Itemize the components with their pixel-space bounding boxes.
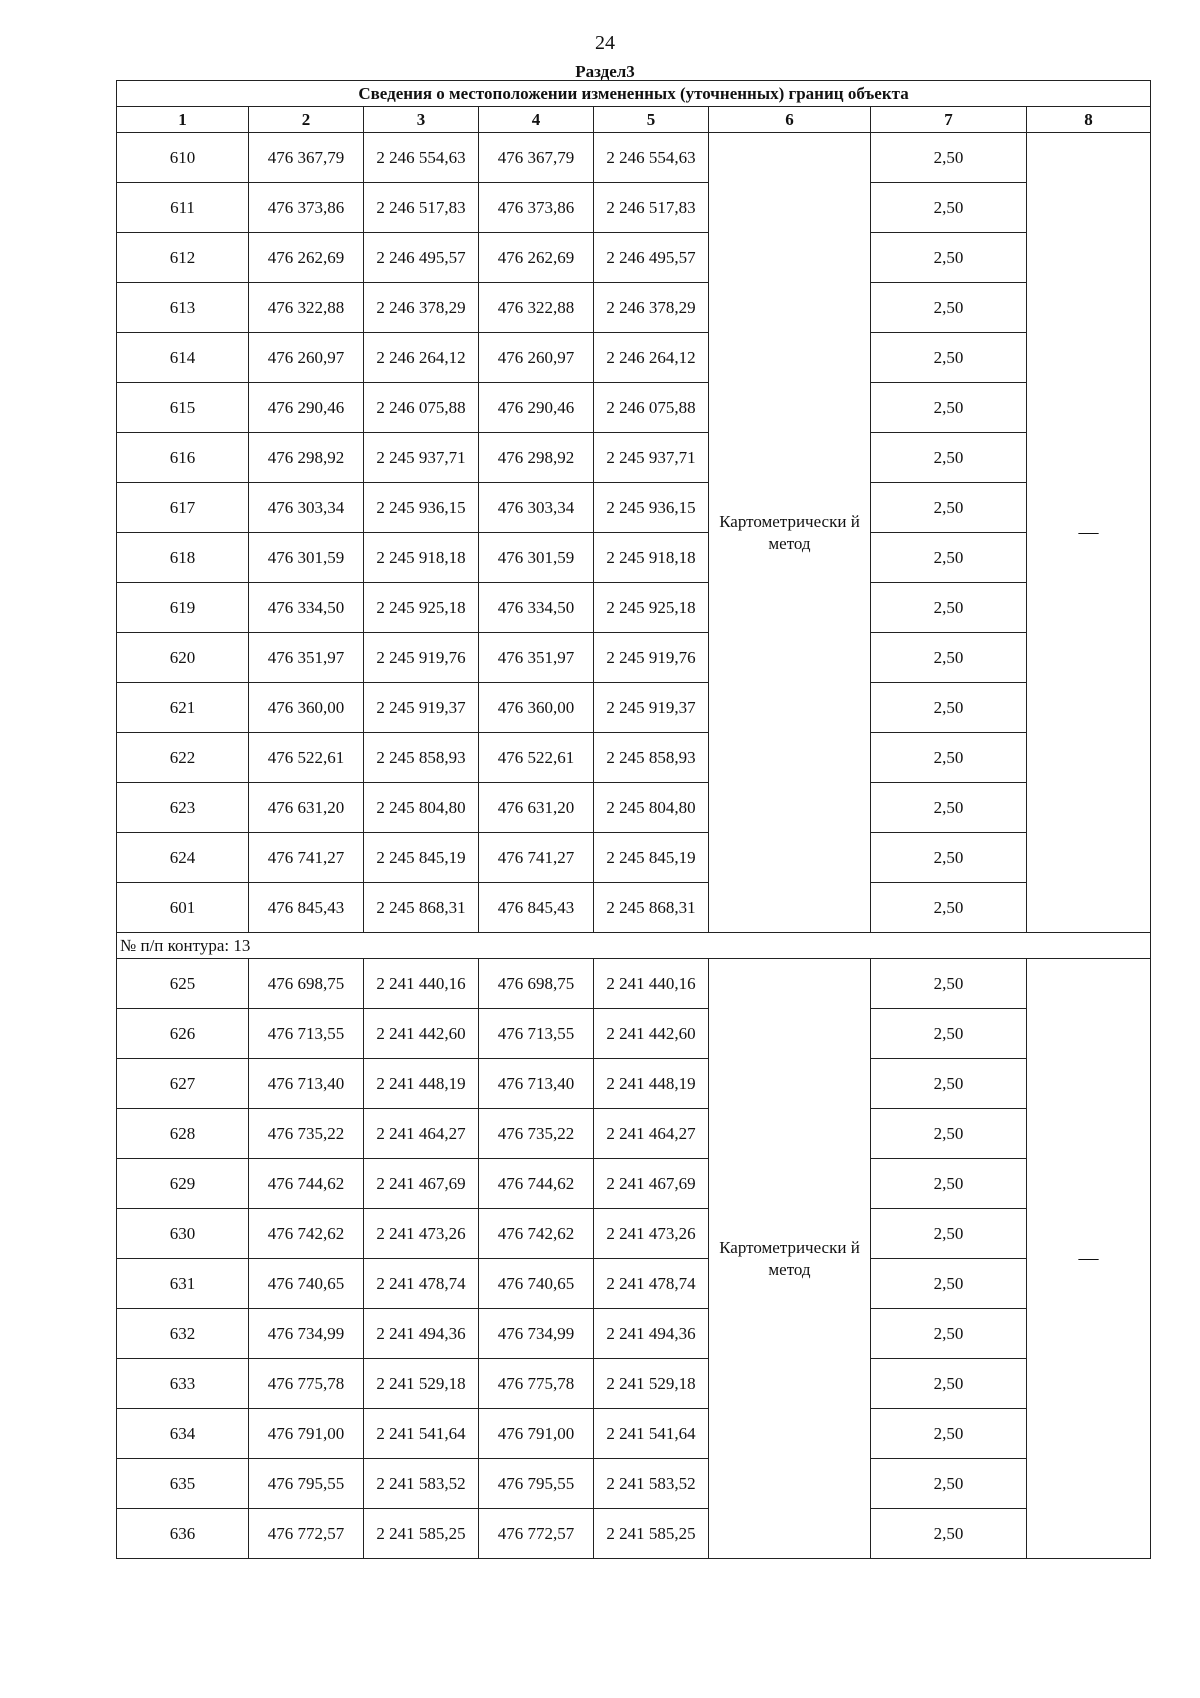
table-row <box>117 383 1151 433</box>
column-number: 2 <box>249 107 364 133</box>
x-old-cell: 476 301,59 <box>249 533 364 583</box>
precision-cell: 2,50 <box>871 883 1027 933</box>
point-number-cell: 634 <box>117 1409 249 1459</box>
x-new-cell: 476 298,92 <box>479 433 594 483</box>
section-title: Раздел3 <box>575 62 635 81</box>
x-new-cell: 476 698,75 <box>479 959 594 1009</box>
x-new-cell: 476 795,55 <box>479 1459 594 1509</box>
table-row <box>117 233 1151 283</box>
y-old-cell: 2 245 937,71 <box>364 433 479 483</box>
precision-cell: 2,50 <box>871 1159 1027 1209</box>
y-new-cell: 2 246 075,88 <box>594 383 709 433</box>
x-old-cell: 476 303,34 <box>249 483 364 533</box>
table-row <box>117 333 1151 383</box>
point-number-cell: 629 <box>117 1159 249 1209</box>
y-new-cell: 2 246 517,83 <box>594 183 709 233</box>
x-old-cell: 476 713,55 <box>249 1009 364 1059</box>
y-new-cell: 2 245 937,71 <box>594 433 709 483</box>
point-number-cell: 631 <box>117 1259 249 1309</box>
precision-cell: 2,50 <box>871 1109 1027 1159</box>
x-new-cell: 476 290,46 <box>479 383 594 433</box>
y-new-cell: 2 241 467,69 <box>594 1159 709 1209</box>
x-new-cell: 476 740,65 <box>479 1259 594 1309</box>
table-row <box>117 1159 1151 1209</box>
column-number: 5 <box>594 107 709 133</box>
point-number-cell: 623 <box>117 783 249 833</box>
y-new-cell: 2 241 448,19 <box>594 1059 709 1109</box>
x-old-cell: 476 744,62 <box>249 1159 364 1209</box>
table-row <box>117 1059 1151 1109</box>
x-old-cell: 476 775,78 <box>249 1359 364 1409</box>
precision-cell: 2,50 <box>871 233 1027 283</box>
precision-cell: 2,50 <box>871 1259 1027 1309</box>
precision-cell: 2,50 <box>871 483 1027 533</box>
y-new-cell: 2 246 378,29 <box>594 283 709 333</box>
x-old-cell: 476 740,65 <box>249 1259 364 1309</box>
point-number-cell: 616 <box>117 433 249 483</box>
y-old-cell: 2 241 585,25 <box>364 1509 479 1559</box>
table-row <box>117 683 1151 733</box>
y-new-cell: 2 241 442,60 <box>594 1009 709 1059</box>
y-new-cell: 2 245 919,37 <box>594 683 709 733</box>
y-new-cell: 2 241 541,64 <box>594 1409 709 1459</box>
x-new-cell: 476 734,99 <box>479 1309 594 1359</box>
x-old-cell: 476 741,27 <box>249 833 364 883</box>
table-row <box>117 1209 1151 1259</box>
x-new-cell: 476 772,57 <box>479 1509 594 1559</box>
precision-cell: 2,50 <box>871 1209 1027 1259</box>
table-row <box>117 783 1151 833</box>
precision-cell: 2,50 <box>871 1359 1027 1409</box>
point-number-cell: 619 <box>117 583 249 633</box>
x-old-cell: 476 298,92 <box>249 433 364 483</box>
x-old-cell: 476 845,43 <box>249 883 364 933</box>
y-new-cell: 2 241 478,74 <box>594 1259 709 1309</box>
x-old-cell: 476 360,00 <box>249 683 364 733</box>
column-number: 8 <box>1027 107 1151 133</box>
precision-cell: 2,50 <box>871 433 1027 483</box>
x-new-cell: 476 741,27 <box>479 833 594 883</box>
y-new-cell: 2 241 494,36 <box>594 1309 709 1359</box>
y-new-cell: 2 245 936,15 <box>594 483 709 533</box>
x-new-cell: 476 713,55 <box>479 1009 594 1059</box>
y-new-cell: 2 246 495,57 <box>594 233 709 283</box>
table-row <box>117 1359 1151 1409</box>
point-number-cell: 601 <box>117 883 249 933</box>
point-number-cell: 630 <box>117 1209 249 1259</box>
precision-cell: 2,50 <box>871 1509 1027 1559</box>
y-new-cell: 2 241 464,27 <box>594 1109 709 1159</box>
y-old-cell: 2 241 473,26 <box>364 1209 479 1259</box>
y-new-cell: 2 245 845,19 <box>594 833 709 883</box>
y-old-cell: 2 245 919,76 <box>364 633 479 683</box>
y-old-cell: 2 241 448,19 <box>364 1059 479 1109</box>
x-old-cell: 476 260,97 <box>249 333 364 383</box>
x-new-cell: 476 301,59 <box>479 533 594 583</box>
y-new-cell: 2 245 925,18 <box>594 583 709 633</box>
y-new-cell: 2 246 264,12 <box>594 333 709 383</box>
x-old-cell: 476 373,86 <box>249 183 364 233</box>
precision-cell: 2,50 <box>871 583 1027 633</box>
x-new-cell: 476 713,40 <box>479 1059 594 1109</box>
x-new-cell: 476 373,86 <box>479 183 594 233</box>
point-number-cell: 635 <box>117 1459 249 1509</box>
point-number-cell: 628 <box>117 1109 249 1159</box>
x-old-cell: 476 522,61 <box>249 733 364 783</box>
y-new-cell: 2 245 868,31 <box>594 883 709 933</box>
x-new-cell: 476 351,97 <box>479 633 594 683</box>
column-number: 1 <box>117 107 249 133</box>
table-row <box>117 283 1151 333</box>
point-number-cell: 617 <box>117 483 249 533</box>
precision-cell: 2,50 <box>871 1409 1027 1459</box>
point-number-cell: 624 <box>117 833 249 883</box>
method-cell: Картометрически й метод <box>709 133 871 933</box>
point-number-cell: 614 <box>117 333 249 383</box>
y-old-cell: 2 241 494,36 <box>364 1309 479 1359</box>
table-row <box>117 583 1151 633</box>
y-old-cell: 2 241 541,64 <box>364 1409 479 1459</box>
precision-cell: 2,50 <box>871 833 1027 883</box>
point-number-cell: 612 <box>117 233 249 283</box>
y-old-cell: 2 246 378,29 <box>364 283 479 333</box>
y-new-cell: 2 245 919,76 <box>594 633 709 683</box>
precision-cell: 2,50 <box>871 783 1027 833</box>
y-old-cell: 2 245 868,31 <box>364 883 479 933</box>
point-number-cell: 610 <box>117 133 249 183</box>
y-old-cell: 2 245 804,80 <box>364 783 479 833</box>
precision-cell: 2,50 <box>871 283 1027 333</box>
x-new-cell: 476 367,79 <box>479 133 594 183</box>
y-new-cell: 2 241 529,18 <box>594 1359 709 1409</box>
x-new-cell: 476 260,97 <box>479 333 594 383</box>
column-number: 3 <box>364 107 479 133</box>
table-row <box>117 733 1151 783</box>
point-number-cell: 621 <box>117 683 249 733</box>
y-old-cell: 2 246 075,88 <box>364 383 479 433</box>
x-old-cell: 476 713,40 <box>249 1059 364 1109</box>
boundary-table <box>116 80 1151 1559</box>
x-new-cell: 476 322,88 <box>479 283 594 333</box>
table-row <box>117 1459 1151 1509</box>
page-number: 24 <box>595 32 615 54</box>
table-row <box>117 483 1151 533</box>
x-old-cell: 476 734,99 <box>249 1309 364 1359</box>
point-number-cell: 618 <box>117 533 249 583</box>
point-number-cell: 633 <box>117 1359 249 1409</box>
y-old-cell: 2 245 845,19 <box>364 833 479 883</box>
x-old-cell: 476 772,57 <box>249 1509 364 1559</box>
y-old-cell: 2 245 936,15 <box>364 483 479 533</box>
x-old-cell: 476 742,62 <box>249 1209 364 1259</box>
y-new-cell: 2 245 858,93 <box>594 733 709 783</box>
x-old-cell: 476 322,88 <box>249 283 364 333</box>
table-row <box>117 883 1151 933</box>
y-new-cell: 2 241 440,16 <box>594 959 709 1009</box>
y-new-cell: 2 241 585,25 <box>594 1509 709 1559</box>
x-new-cell: 476 360,00 <box>479 683 594 733</box>
precision-cell: 2,50 <box>871 133 1027 183</box>
x-new-cell: 476 845,43 <box>479 883 594 933</box>
contour-label: № п/п контура: 13 <box>117 933 1151 959</box>
precision-cell: 2,50 <box>871 333 1027 383</box>
y-old-cell: 2 241 464,27 <box>364 1109 479 1159</box>
point-number-cell: 625 <box>117 959 249 1009</box>
point-number-cell: 626 <box>117 1009 249 1059</box>
x-new-cell: 476 742,62 <box>479 1209 594 1259</box>
point-number-cell: 636 <box>117 1509 249 1559</box>
y-old-cell: 2 245 918,18 <box>364 533 479 583</box>
x-new-cell: 476 775,78 <box>479 1359 594 1409</box>
column-number: 7 <box>871 107 1027 133</box>
x-old-cell: 476 262,69 <box>249 233 364 283</box>
x-old-cell: 476 367,79 <box>249 133 364 183</box>
x-old-cell: 476 735,22 <box>249 1109 364 1159</box>
y-old-cell: 2 246 517,83 <box>364 183 479 233</box>
y-old-cell: 2 241 442,60 <box>364 1009 479 1059</box>
y-old-cell: 2 245 919,37 <box>364 683 479 733</box>
y-old-cell: 2 245 925,18 <box>364 583 479 633</box>
table-row <box>117 833 1151 883</box>
table-row <box>117 183 1151 233</box>
table-row <box>117 1509 1151 1559</box>
x-old-cell: 476 334,50 <box>249 583 364 633</box>
y-old-cell: 2 241 440,16 <box>364 959 479 1009</box>
table-row <box>117 1009 1151 1059</box>
x-new-cell: 476 522,61 <box>479 733 594 783</box>
table-row <box>117 133 1151 183</box>
x-new-cell: 476 744,62 <box>479 1159 594 1209</box>
method-cell: Картометрически й метод <box>709 959 871 1559</box>
table-title: Сведения о местоположении измененных (уточненных) границ объекта <box>117 81 1151 107</box>
x-new-cell: 476 334,50 <box>479 583 594 633</box>
y-old-cell: 2 246 495,57 <box>364 233 479 283</box>
point-number-cell: 632 <box>117 1309 249 1359</box>
x-old-cell: 476 698,75 <box>249 959 364 1009</box>
point-number-cell: 613 <box>117 283 249 333</box>
precision-cell: 2,50 <box>871 383 1027 433</box>
point-number-cell: 620 <box>117 633 249 683</box>
precision-cell: 2,50 <box>871 683 1027 733</box>
column-number-row <box>117 107 1151 133</box>
y-new-cell: 2 245 804,80 <box>594 783 709 833</box>
table-row <box>117 1259 1151 1309</box>
table-body <box>117 133 1151 1559</box>
y-new-cell: 2 241 583,52 <box>594 1459 709 1509</box>
precision-cell: 2,50 <box>871 633 1027 683</box>
x-old-cell: 476 791,00 <box>249 1409 364 1459</box>
x-old-cell: 476 290,46 <box>249 383 364 433</box>
y-old-cell: 2 246 264,12 <box>364 333 479 383</box>
precision-cell: 2,50 <box>871 959 1027 1009</box>
note-cell: — <box>1027 959 1151 1559</box>
precision-cell: 2,50 <box>871 1009 1027 1059</box>
point-number-cell: 611 <box>117 183 249 233</box>
table-row <box>117 533 1151 583</box>
contour-row <box>117 933 1151 959</box>
y-old-cell: 2 241 583,52 <box>364 1459 479 1509</box>
precision-cell: 2,50 <box>871 1309 1027 1359</box>
table-row <box>117 633 1151 683</box>
precision-cell: 2,50 <box>871 183 1027 233</box>
precision-cell: 2,50 <box>871 733 1027 783</box>
note-cell: — <box>1027 133 1151 933</box>
precision-cell: 2,50 <box>871 1059 1027 1109</box>
point-number-cell: 615 <box>117 383 249 433</box>
y-old-cell: 2 245 858,93 <box>364 733 479 783</box>
y-new-cell: 2 241 473,26 <box>594 1209 709 1259</box>
table-row <box>117 1109 1151 1159</box>
column-number: 4 <box>479 107 594 133</box>
y-old-cell: 2 241 467,69 <box>364 1159 479 1209</box>
x-new-cell: 476 791,00 <box>479 1409 594 1459</box>
x-new-cell: 476 303,34 <box>479 483 594 533</box>
y-old-cell: 2 246 554,63 <box>364 133 479 183</box>
x-old-cell: 476 631,20 <box>249 783 364 833</box>
table-row <box>117 1309 1151 1359</box>
x-new-cell: 476 631,20 <box>479 783 594 833</box>
x-old-cell: 476 795,55 <box>249 1459 364 1509</box>
table-row <box>117 959 1151 1009</box>
precision-cell: 2,50 <box>871 1459 1027 1509</box>
x-old-cell: 476 351,97 <box>249 633 364 683</box>
y-new-cell: 2 245 918,18 <box>594 533 709 583</box>
y-old-cell: 2 241 529,18 <box>364 1359 479 1409</box>
x-new-cell: 476 262,69 <box>479 233 594 283</box>
precision-cell: 2,50 <box>871 533 1027 583</box>
point-number-cell: 627 <box>117 1059 249 1109</box>
y-new-cell: 2 246 554,63 <box>594 133 709 183</box>
column-number: 6 <box>709 107 871 133</box>
y-old-cell: 2 241 478,74 <box>364 1259 479 1309</box>
table-row <box>117 1409 1151 1459</box>
point-number-cell: 622 <box>117 733 249 783</box>
x-new-cell: 476 735,22 <box>479 1109 594 1159</box>
table-row <box>117 433 1151 483</box>
